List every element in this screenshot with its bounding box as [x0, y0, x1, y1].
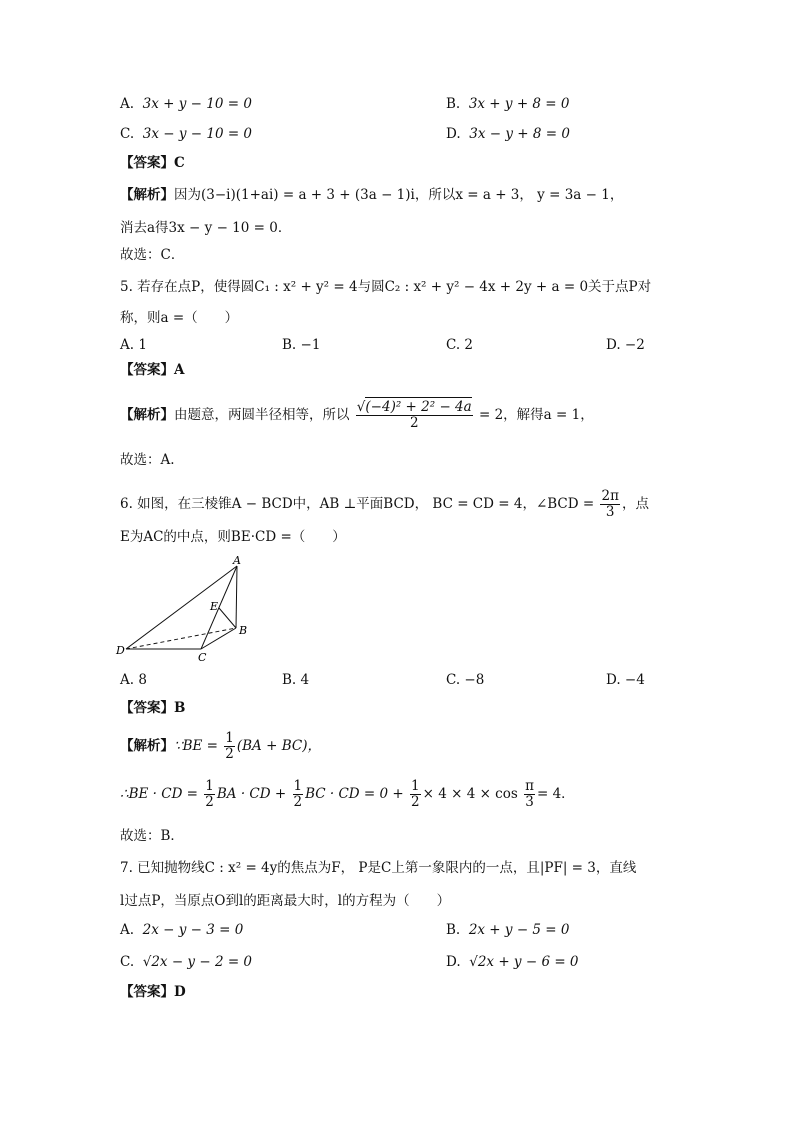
q6-option-d: D. −4	[606, 672, 645, 688]
q4-option-d: D. 3x − y + 8 = 0	[446, 126, 570, 142]
q4-option-c: C. 3x − y − 10 = 0	[120, 126, 253, 142]
q5-option-c: C. 2	[446, 337, 474, 353]
vertex-label-b: B	[239, 624, 248, 637]
q6-tetrahedron-figure	[112, 552, 272, 664]
q4-option-a: A. 3x + y − 10 = 0	[120, 96, 252, 112]
q4-answer: 【答案】C	[120, 155, 185, 171]
q4-choose: 故选：C．	[120, 247, 185, 263]
q5-answer: 【答案】A	[120, 362, 185, 378]
vertex-label-c: C	[198, 651, 207, 664]
q6-stem-line2: E为AC的中点，则BE·CD =（ ）	[120, 529, 346, 545]
q5-choose: 故选：A.	[120, 452, 175, 468]
q7-stem-line2: l过点P，当原点O到l的距离最大时，l的方程为（ ）	[120, 893, 451, 909]
vertex-label-e: E	[210, 600, 219, 613]
q5-radius-fraction: $\frac{\text{√(−4)² + 2² − 4a}}{2}$	[356, 399, 472, 431]
q5-stem-line2: 称，则a =（ ）	[120, 310, 239, 326]
q7-answer: 【答案】D	[120, 984, 186, 1000]
q6-choose: 故选：B．	[120, 828, 184, 844]
q4-analysis-line1: 【解析】因为(3−i)(1+ai) = a + 3 + (3a − 1)i，所以x = a + 3， y = 3a − 1，	[120, 187, 624, 203]
q4-option-b: B. 3x + y + 8 = 0	[446, 96, 570, 112]
q6-half-fraction: $\frac{1}{2}$	[225, 730, 234, 762]
q4-analysis-line2: 消去a得3x − y − 10 = 0．	[120, 220, 292, 236]
q6-option-b: B. 4	[282, 672, 310, 688]
q6-answer: 【答案】B	[120, 700, 186, 716]
q5-analysis: 【解析】由题意，两圆半径相等，所以 $\frac{\text{√(−4)² + 2² − 4a}}{2}$ = 2，解得a = 1，	[120, 399, 594, 431]
vertex-label-d: D	[116, 644, 125, 657]
q7-option-a: A. 2x − y − 3 = 0	[120, 922, 244, 938]
q7-option-b: B. 2x + y − 5 = 0	[446, 922, 570, 938]
q6-angle-fraction: $\frac{2\pi}{3}$	[601, 488, 619, 520]
q5-option-d: D. −2	[606, 337, 645, 353]
q6-option-c: C. −8	[446, 672, 485, 688]
q7-option-c: C. √2x − y − 2 = 0	[120, 954, 253, 970]
q7-stem-line1: 7. 已知抛物线C : x² = 4y的焦点为F， P是C上第一象限内的一点，且|PF| = 3，直线	[120, 860, 637, 876]
q6-option-a: A. 8	[120, 672, 147, 688]
q5-stem-line1: 5. 若存在点P，使得圆C₁ : x² + y² = 4与圆C₂ : x² + y² − 4x + 2y + a = 0关于点P对	[120, 279, 652, 295]
q5-option-b: B. −1	[282, 337, 321, 353]
q6-analysis-line1: 【解析】∵BE = $\frac{1}{2}$ (BA + BC)，	[120, 730, 321, 762]
q5-option-a: A. 1	[120, 337, 147, 353]
vertex-label-a: A	[233, 554, 241, 567]
q7-option-d: D. √2x + y − 6 = 0	[446, 954, 579, 970]
q6-analysis-line2: ∴BE · CD = $\frac{1}{2}$ BA · CD + $\frac{1}{2}$ BC · CD = 0 + $\frac{1}{2}$ × 4 × 4 × cos $\frac{\pi}{3}$ = 4．	[120, 778, 575, 810]
q6-stem-line1: 6. 如图，在三棱锥A − BCD中，AB ⊥平面BCD， BC = CD = 4，∠BCD = $\frac{2\pi}{3}$ ，点	[120, 488, 649, 520]
